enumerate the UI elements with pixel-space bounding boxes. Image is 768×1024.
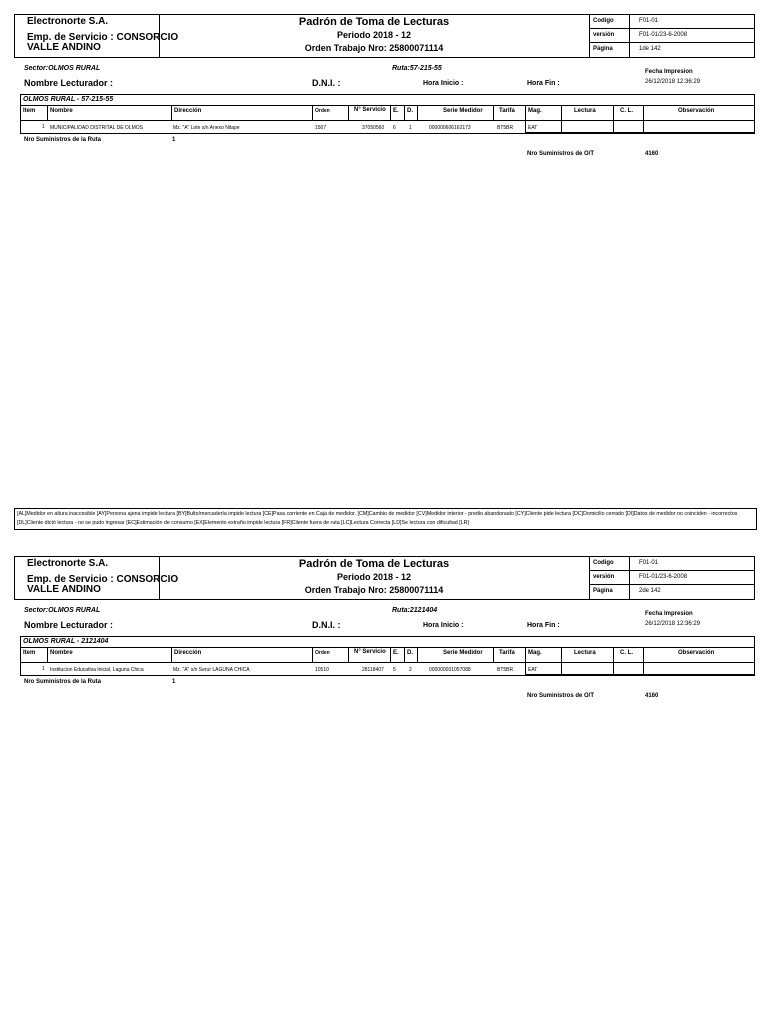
row-orden: 1507 <box>315 125 327 131</box>
hora-fin-label: Hora Fin : <box>527 80 560 87</box>
report-header-box <box>14 556 755 600</box>
nro-suministros-ruta-label: Nro Suministros de la Ruta <box>24 137 102 143</box>
col-observacion: Observación <box>678 650 715 656</box>
version-label: versión <box>593 32 615 38</box>
company-name: Electronorte S.A. <box>27 558 109 569</box>
col-mag: Mag. <box>528 650 542 656</box>
work-order-number: Orden Trabajo Nro: 25800071114 <box>304 43 444 53</box>
col-item: Item <box>23 650 36 656</box>
row-e: 6 <box>393 125 396 131</box>
row-mag: EAT <box>528 125 538 131</box>
version-value: F01-01/23-6-2008 <box>639 32 688 38</box>
col-mag: Mag. <box>528 108 542 114</box>
row-serie: 000000001057088 <box>429 667 471 673</box>
nro-suministros-ot-value: 4160 <box>645 151 659 157</box>
col-serie: Serie Medidor <box>443 650 483 656</box>
row-servicio: 37050560 <box>362 125 385 131</box>
lecturador-label: Nombre Lecturador : <box>24 78 114 88</box>
hora-inicio-label: Hora Inicio : <box>423 622 464 629</box>
row-nombre: MUNICIPALIDAD DISTRITAL DE OLMOS <box>50 125 143 131</box>
col-direccion: Dirección <box>174 108 202 114</box>
pagina-value: 2de 142 <box>639 588 661 594</box>
col-direccion: Dirección <box>174 650 202 656</box>
nro-suministros-ot-value: 4160 <box>645 693 659 699</box>
codigo-label: Codigo <box>593 18 614 24</box>
col-nombre: Nombre <box>50 650 73 656</box>
hora-fin-label: Hora Fin : <box>527 622 560 629</box>
codigo-value: F01-01 <box>639 560 659 566</box>
pagina-label: Página <box>593 46 613 52</box>
pagina-value: 1de 142 <box>639 46 661 52</box>
ruta-label: Ruta:2121404 <box>392 607 438 614</box>
service-company-line2: VALLE ANDINO <box>27 42 101 53</box>
company-name: Electronorte S.A. <box>27 16 109 27</box>
service-company-line1: Emp. de Servicio : CONSORCIO <box>27 32 179 43</box>
nro-suministros-ruta-value: 1 <box>172 137 176 143</box>
col-observacion: Observación <box>678 108 715 114</box>
row-d: 1 <box>409 125 412 131</box>
row-serie: 000000606162173 <box>429 125 471 131</box>
service-company-line2: VALLE ANDINO <box>27 584 101 595</box>
codigo-label: Codigo <box>593 560 614 566</box>
row-direccion: Mz. "A" Lote s/n Anexo Nitape <box>173 125 240 131</box>
row-item: 1 <box>42 666 45 672</box>
dni-label: D.N.I. : <box>312 78 341 88</box>
col-d: D. <box>407 650 413 656</box>
col-e: E. <box>393 650 399 656</box>
col-nombre: Nombre <box>50 108 73 114</box>
col-tarifa: Tarifa <box>499 108 515 114</box>
pagina-label: Página <box>593 588 613 594</box>
version-label: versión <box>593 574 615 580</box>
report-title: Padrón de Toma de Lecturas <box>298 16 450 28</box>
col-servicio: N° Servicio <box>354 649 386 655</box>
row-tarifa: BT5BR <box>497 125 514 131</box>
sector-label: Sector:OLMOS RURAL <box>24 65 101 72</box>
work-order-number: Orden Trabajo Nro: 25800071114 <box>304 585 444 595</box>
dni-label: D.N.I. : <box>312 620 341 630</box>
fecha-impresion-label: Fecha Impresion <box>645 611 693 617</box>
col-cl: C. L. <box>620 108 633 114</box>
row-tarifa: BT5BR <box>497 667 514 673</box>
readings-table <box>20 636 755 676</box>
lecturador-label: Nombre Lecturador : <box>24 620 114 630</box>
row-item: 1 <box>42 124 45 130</box>
col-lectura: Lectura <box>574 650 596 656</box>
readings-table <box>20 94 755 134</box>
nro-suministros-ruta-value: 1 <box>172 679 176 685</box>
col-servicio: N° Servicio <box>354 107 386 113</box>
route-header: OLMOS RURAL - 57-215-55 <box>23 96 114 103</box>
report-page-2 <box>0 556 768 736</box>
col-orden: Orden <box>315 108 330 114</box>
col-orden: Orden <box>315 650 330 656</box>
report-page-1 <box>0 14 768 194</box>
report-period: Periodo 2018 - 12 <box>336 30 412 40</box>
col-e: E. <box>393 108 399 114</box>
reading-codes-legend: [AL]Medidor en altura inaccesible [AY]Persona ajena impide lectura [BY]Bulto/mercadería impide lectura [CE]Pasa corriente en Caja de medidor. [CM]Cambio de medidor [CV]Medidor interior - predio abandonado [CY]Cliente pide lectura [DC]Domicilio cerrado [DI]Datos de medidor no coinciden - incorrectos [DL]Cliente dictó lectura - no se pudo ingresar [EC]Estimación de consumo [EX]Elemento extraño impide lectura [FR]Cliente fuera de ruta [LC]Lectura Correcta [LD]Se lectura con dificultad [LR] <box>14 508 757 530</box>
nro-suministros-ot-label: Nro Suministros de O/T <box>527 693 595 699</box>
codigo-value: F01-01 <box>639 18 659 24</box>
row-nombre: Institucion Educativa Inicial, Laguna Chica <box>50 667 144 673</box>
row-d: 2 <box>409 667 412 673</box>
row-direccion: Mz. "A" s/n Serur LAGUNA CHICA <box>173 667 250 673</box>
col-item: Item <box>23 108 36 114</box>
row-orden: 10510 <box>315 667 329 673</box>
col-d: D. <box>407 108 413 114</box>
col-cl: C. L. <box>620 650 633 656</box>
ruta-label: Ruta:57-215-55 <box>392 65 442 72</box>
report-header-box <box>14 14 755 58</box>
service-company-line1: Emp. de Servicio : CONSORCIO <box>27 574 179 585</box>
sector-label: Sector:OLMOS RURAL <box>24 607 101 614</box>
report-period: Periodo 2018 - 12 <box>336 572 412 582</box>
fecha-impresion-value: 26/12/2018 12:36:29 <box>645 79 701 85</box>
version-value: F01-01/23-6-2008 <box>639 574 688 580</box>
row-e: 5 <box>393 667 396 673</box>
fecha-impresion-value: 26/12/2018 12:36:29 <box>645 621 701 627</box>
nro-suministros-ot-label: Nro Suministros de O/T <box>527 151 595 157</box>
nro-suministros-ruta-label: Nro Suministros de la Ruta <box>24 679 102 685</box>
row-servicio: 28118407 <box>362 667 384 673</box>
route-header: OLMOS RURAL - 2121404 <box>23 638 109 645</box>
col-serie: Serie Medidor <box>443 108 483 114</box>
fecha-impresion-label: Fecha Impresion <box>645 69 693 75</box>
report-title: Padrón de Toma de Lecturas <box>298 558 450 570</box>
hora-inicio-label: Hora Inicio : <box>423 80 464 87</box>
col-lectura: Lectura <box>574 108 596 114</box>
col-tarifa: Tarifa <box>499 650 515 656</box>
row-mag: EAT <box>528 667 538 673</box>
